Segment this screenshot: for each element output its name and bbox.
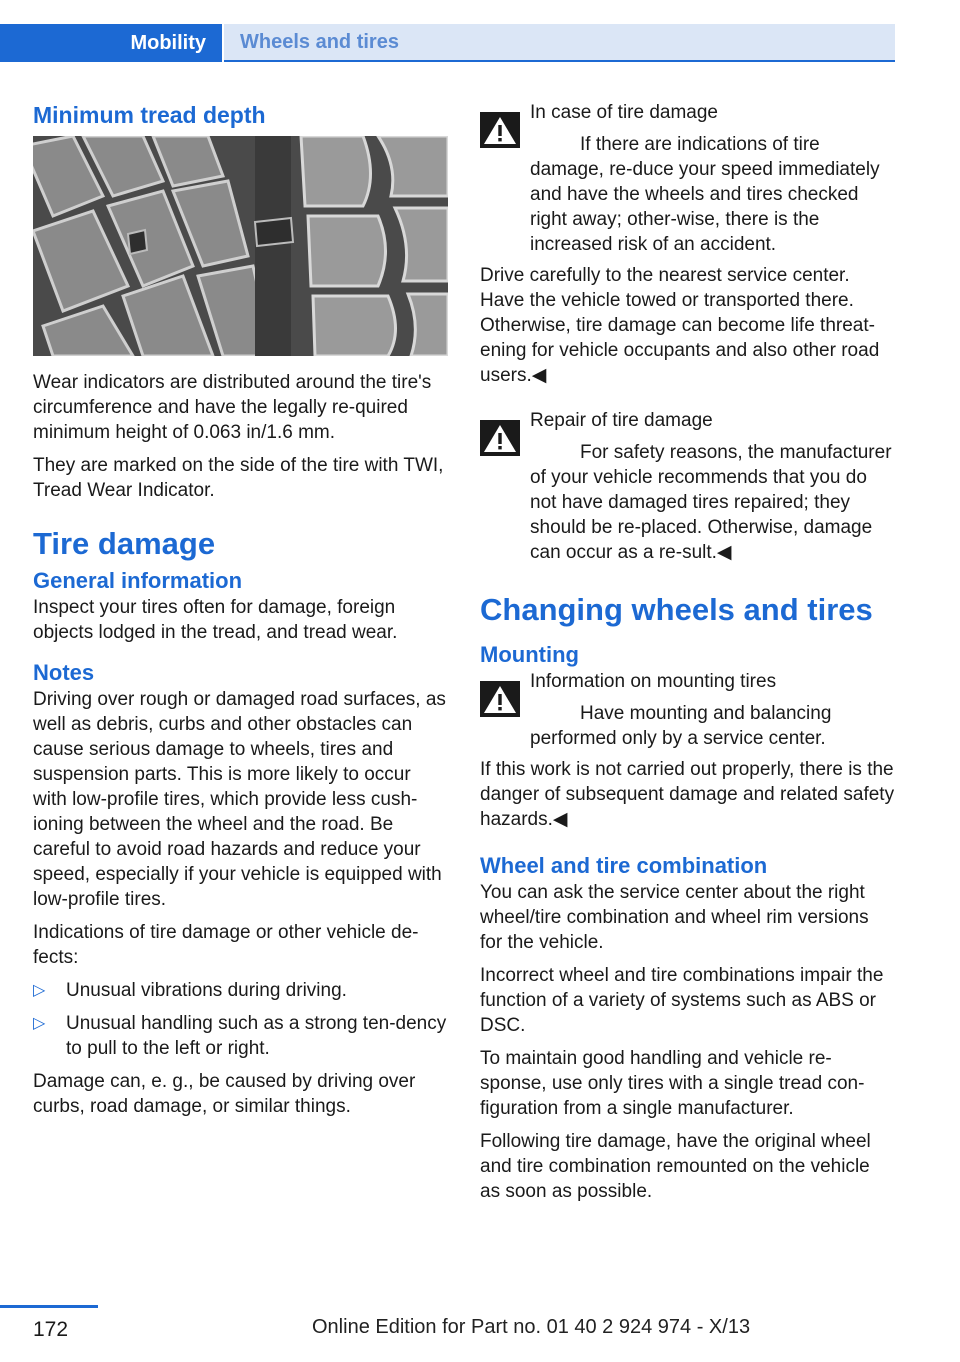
combination-paragraph-1: You can ask the service center about the right wheel/tire combination and wheel rim versions for the vehicle.	[480, 882, 869, 953]
warning-triangle-icon	[480, 112, 520, 148]
page-header	[0, 0, 895, 62]
warning-title: Repair of tire damage	[530, 410, 713, 431]
list-item-text: Unusual vibrations during driving.	[66, 980, 347, 1001]
warning-body: For safety reasons, the manufacturer of your vehicle recommends that you do not have damaged tires repaired; they should be re‐placed. Otherwise, damage can occur as a re‐sult.◀	[530, 442, 892, 563]
warning-triangle-icon	[480, 681, 520, 717]
tire-damage-heading: Tire damage	[33, 526, 216, 561]
min-tread-heading: Minimum tread depth	[33, 102, 266, 128]
list-item	[33, 978, 449, 1003]
warning-title: In case of tire damage	[530, 102, 718, 123]
combination-paragraph-2: Incorrect wheel and tire combinations impair the function of a variety of systems such as ABS or DSC.	[480, 965, 884, 1036]
chapter-tab: Wheels and tires	[224, 24, 895, 60]
tire-tread-illustration	[33, 136, 448, 356]
left-column	[33, 100, 449, 1127]
warning-tire-damage	[480, 100, 895, 257]
section-tab: Mobility	[0, 24, 222, 62]
general-info-paragraph: Inspect your tires often for damage, foreign objects lodged in the tread, and tread wear.	[33, 597, 398, 643]
list-item	[33, 1011, 449, 1061]
triangle-bullet-icon: ▷	[33, 1015, 46, 1032]
mounting-heading: Mounting	[480, 642, 579, 667]
notes-paragraph-1: Driving over rough or damaged road surfaces, as well as debris, curbs and other obstacles can cause serious damage to wheels, tires and suspension parts. This is more likely to occur with low-profile tires, which provide less cush‐ioning between the wheel and the road. Be careful to avoid road hazards and reduce your speed, especially if your vehicle is equipped with low-profile tires.	[33, 689, 446, 910]
triangle-bullet-icon: ▷	[33, 982, 46, 999]
header-rule	[224, 60, 895, 62]
list-item-text: Unusual handling such as a strong ten‐dency to pull to the left or right.	[66, 1013, 447, 1059]
footer-rule	[0, 1305, 98, 1308]
damage-indications-list	[33, 978, 449, 1061]
warning-body: If there are indications of tire damage, re‐duce your speed immediately and have the wheels and tires checked right away; other‐wise, there is the increased risk of an accident.	[530, 134, 880, 255]
warning-continuation: If this work is not carried out properly, there is the danger of subsequent damage and related safety hazards.◀	[480, 759, 895, 830]
warning-mounting	[480, 669, 895, 751]
warning-triangle-icon	[480, 420, 520, 456]
combination-paragraph-3: To maintain good handling and vehicle re‐sponse, use only tires with a single tread con‐figuration from a single manufacturer.	[480, 1048, 865, 1119]
edition-note: Online Edition for Part no. 01 40 2 924 974 - X/13	[312, 1316, 751, 1338]
notes-heading: Notes	[33, 660, 95, 685]
warning-title: Information on mounting tires	[530, 671, 777, 692]
notes-paragraph-2: Indications of tire damage or other vehicle de‐fects:	[33, 922, 419, 968]
warning-body: Have mounting and balancing performed only by a service center.	[530, 703, 832, 749]
changing-wheels-heading: Changing wheels and tires	[480, 592, 873, 627]
general-info-heading: General information	[33, 568, 243, 593]
wheel-tire-combination-heading: Wheel and tire combination	[480, 853, 768, 878]
warning-tire-repair	[480, 408, 895, 565]
notes-paragraph-3: Damage can, e. g., be caused by driving over curbs, road damage, or similar things.	[33, 1071, 416, 1117]
warning-continuation: Drive carefully to the nearest service center. Have the vehicle towed or transported there. Otherwise, tire damage can become life threat‐ening for vehicle occupants and also other road users.◀	[480, 265, 880, 386]
combination-paragraph-4: Following tire damage, have the original wheel and tire combination remounted on the vehicle as soon as possible.	[480, 1131, 871, 1202]
min-tread-paragraph-1: Wear indicators are distributed around the tire's circumference and have the legally re‐quired minimum height of 0.063 in/1.6 mm.	[33, 372, 432, 443]
right-column	[480, 100, 895, 1212]
page-number: 172	[33, 1318, 69, 1341]
min-tread-paragraph-2: They are marked on the side of the tire with TWI, Tread Wear Indicator.	[33, 455, 444, 501]
